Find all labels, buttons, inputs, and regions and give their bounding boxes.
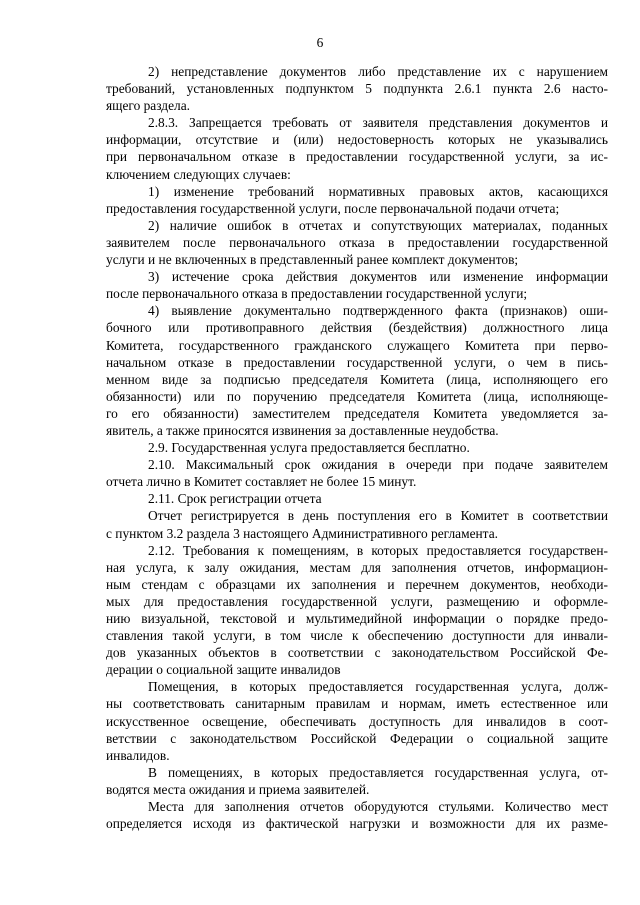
text-line: ветствии с законодательством Российской Федерации о социальной защите	[106, 730, 608, 746]
text-line: мых для предоставления государственной услуги, размещению и оформле-	[106, 593, 608, 609]
text-line: инвалидов.	[106, 747, 170, 763]
text-line: после первоначального отказа в предоставлении государственной услуги;	[106, 286, 528, 302]
text-line: 2.12. Требования к помещениям, в которых предоставляется государствен-	[148, 542, 608, 558]
text-line: отчета лично в Комитет составляет не более 15 минут.	[106, 474, 417, 490]
text-line: 2.10. Максимальный срок ожидания в очереди при подаче заявителем	[148, 457, 608, 473]
text-line: требований, установленных подпунктом 5 подпункта 2.6.1 пункта 2.6 насто-	[106, 81, 608, 97]
text-line: ящего раздела.	[106, 98, 191, 114]
page-number: 6	[316, 35, 324, 50]
text-line: водятся места ожидания и приема заявителей.	[106, 781, 370, 797]
text-line: менном виде за подписью председателя Комитета (лица, исполняющего его	[106, 371, 608, 387]
text-line: начальном отказе в предоставлении государственной услуги, о чем в пись-	[106, 354, 608, 370]
text-line: 2) наличие ошибок в отчетах и сопутствующих материалах, поданных	[148, 217, 608, 233]
text-line: обязанности) или по поручению председателя Комитета (лица, исполняюще-	[106, 388, 608, 404]
text-line: 2.11. Срок регистрации отчета	[148, 491, 322, 507]
text-line: ставления такой услуги, в том числе к обеспечению доступности для инвали-	[106, 628, 608, 644]
text-line: 2) непредставление документов либо представление их с нарушением	[148, 64, 608, 79]
text-line: В помещениях, в которых предоставляется государственная услуга, от-	[148, 764, 608, 780]
text-line: искусственное освещение, обеспечивать доступность для инвалидов в соот-	[106, 713, 608, 729]
text-line: явитель, а также приносятся извинения за доставленные неудобства.	[106, 422, 499, 438]
text-line: с пунктом 3.2 раздела 3 настоящего Административного регламента.	[106, 525, 498, 541]
text-line: Помещения, в которых предоставляется государственная услуга, долж-	[148, 679, 608, 695]
text-line: ная услуга, к залу ожидания, местам для заполнения отчетов, информацион-	[106, 559, 608, 575]
text-line: Комитета, государственного гражданского служащего Комитета при перво-	[106, 337, 608, 353]
text-line: Отчет регистрируется в день поступления его в Комитет в соответствии	[148, 508, 608, 524]
text-line: бочного или противоправного действия (бездействия) должностного лица	[106, 320, 608, 336]
text-line: Места для заполнения отчетов оборудуются стульями. Количество мест	[148, 799, 608, 815]
text-line: 3) истечение срока действия документов или изменение информации	[148, 269, 608, 285]
text-line: информации, отсутствие и (или) недостоверность которых не указывались	[106, 132, 608, 148]
text-line: определяется исходя из фактической нагрузки и возможности для их разме-	[106, 816, 608, 832]
text-line: 2.9. Государственная услуга предоставляется бесплатно.	[148, 440, 470, 456]
text-line: дов указанных объектов в соответствии с законодательством Российской Фе-	[106, 645, 608, 661]
text-line: 2.8.3. Запрещается требовать от заявителя представления документов и	[148, 115, 608, 131]
text-line: 1) изменение требований нормативных правовых актов, касающихся	[148, 183, 608, 199]
text-line: ны соответствовать санитарным правилам и нормам, иметь естественное или	[106, 696, 608, 712]
text-line: ключением следующих случаев:	[106, 166, 291, 182]
text-line: предоставления государственной услуги, после первоначальной подачи отчета;	[106, 200, 560, 216]
text-line: го его обязанности) заместителем председателя Комитета уведомляется за-	[106, 405, 608, 421]
text-line: ным стендам с образцами их заполнения и перечнем документов, необходи-	[106, 576, 608, 592]
text-line: услуги и не включенных в представленный ранее комплект документов;	[106, 252, 519, 268]
body-text	[106, 63, 608, 832]
text-line: дерации о социальной защите инвалидов	[106, 662, 341, 678]
text-line: нию визуальной, текстовой и мультимедийной информации о порядке предо-	[106, 611, 608, 626]
text-line: при первоначальном отказе в предоставлении государственной услуги, за ис-	[106, 149, 608, 165]
text-line: заявителем после первоначального отказа в предоставлении государственной	[106, 234, 608, 250]
text-line: 4) выявление документально подтвержденного факта (признаков) оши-	[148, 303, 608, 319]
